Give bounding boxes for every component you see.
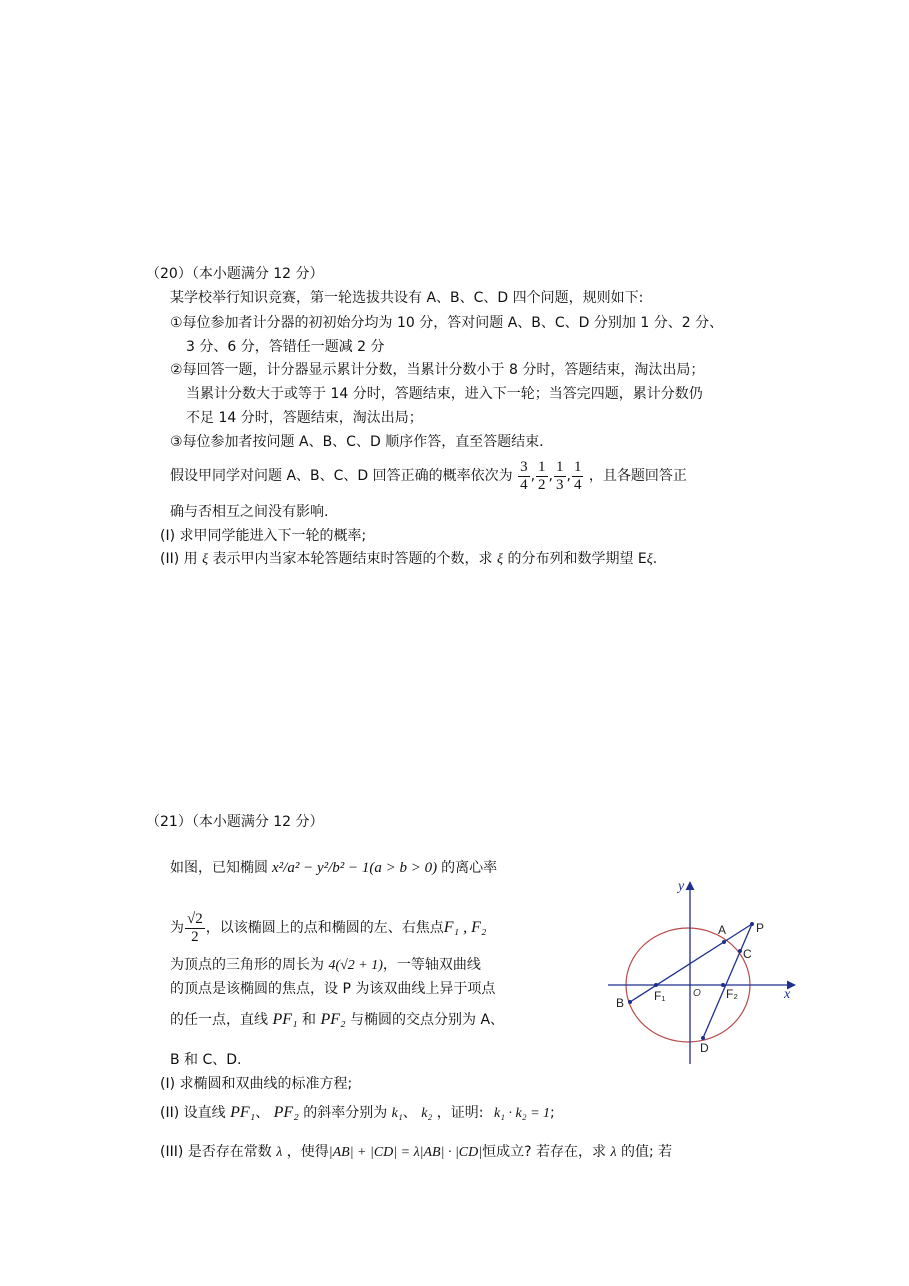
q20-rule2-cont1: 当累计分数大于或等于 14 分时，答题结束，进入下一轮；当答完四题，累计分数仍 (186, 386, 703, 402)
label-o: O (693, 988, 701, 999)
label-y: y (678, 879, 685, 894)
slope-product-equation: k₁ · k₂ = 1 (493, 1106, 551, 1121)
q21-intro: 如图，已知椭圆 x²/a² − y²/b² − 1(a > b > 0) 的离心率 (170, 860, 498, 876)
label-b: B (616, 996, 625, 1010)
point-f2 (721, 983, 725, 987)
q20-line1: 某学校举行知识竞赛，第一轮选拔共设有 A、B、C、D 四个问题，规则如下: (170, 290, 644, 306)
label-x: x (784, 987, 791, 1002)
point-a (722, 940, 726, 944)
q20-line9: 确与否相互之间没有影响. (170, 504, 329, 520)
q20-rule1-cont: 3 分、6 分，答错任一题减 2 分 (186, 339, 385, 355)
fraction-3-4: $\frac{3}{4}$ (520, 458, 528, 493)
q20-rule3: ③每位参加者按问题 A、B、C、D 顺序作答，直至答题结束. (170, 434, 544, 450)
label-d: D (700, 1041, 709, 1055)
point-d (701, 1036, 705, 1040)
q21-line6: B 和 C、D. (170, 1052, 242, 1068)
chord-equation: |AB| + |CD| = λ|AB| · |CD| (328, 1145, 483, 1160)
fraction-1-2: $\frac{1}{2}$ (538, 458, 546, 493)
fraction-1-4: $\frac{1}{4}$ (573, 458, 582, 493)
point-b (628, 1000, 632, 1004)
q21-line5: 的任一点，直线 PF₁ 和 PF₂ 与椭圆的交点分别为 A、 (170, 1011, 505, 1028)
ellipse-equation: x²/a² − y²/b² − 1(a > b > 0) (272, 860, 438, 876)
q20-rule2-cont2: 不足 14 分时，答题结束，淘汰出局； (186, 410, 423, 426)
q20-rule1: ①每位参加者计分器的初初始分均为 10 分，答对问题 A、B、C、D 分别加 1 分、2 分、 (170, 315, 724, 331)
q20-rule2: ②每回答一题，计分器显示累计分数，当累计分数小于 8 分时，答题结束，淘汰出局； (170, 362, 705, 378)
q21-perimeter-line: 为顶点的三角形的周长为 4(√2 + 1)，一等轴双曲线 (170, 957, 481, 973)
label-f2: F₂ (726, 987, 738, 1001)
q20-header: （20）（本小题满分 12 分） (146, 266, 324, 282)
q21-part2: (II) 设直线 PF₁、 PF₂ 的斜率分别为 k₁、 k₂ ，证明: k₁ · k₂ = 1; (160, 1104, 555, 1121)
point-c (738, 949, 742, 953)
perimeter-value: 4(√2 + 1) (328, 958, 383, 973)
q20-part1: (I) 求甲同学能进入下一轮的概率; (160, 528, 367, 544)
point-f1 (654, 983, 658, 987)
ellipse-hyperbola-figure (600, 872, 810, 1072)
q21-part3: (III) 是否存在常数 λ ，使得|AB| + |CD| = λ|AB| · |CD|恒成立? 若存在，求 λ 的值; 若 (160, 1144, 673, 1160)
foci-label: F₁ , F₂ (443, 919, 487, 936)
fraction-sqrt2-2: $\frac{√2}{2}$ (187, 910, 203, 945)
q20-probability-line: 假设甲同学对问题 A、B、C、D 回答正确的概率依次为 $\frac{3}{4}$ , $\frac{1}{2}$ , $\frac{1}{3}$ , $\frac{1}{4}$ ，且各题回答正 (170, 458, 687, 493)
xi-symbol: ξ (202, 552, 209, 567)
q21-ecc-line: 为 $\frac{√2}{2}$ ，以该椭圆上的点和椭圆的左、右焦点F₁ , F₂ (170, 910, 487, 945)
q21-line4: 的顶点是该椭圆的焦点，设 P 为该双曲线上异于项点 (170, 981, 496, 997)
point-p (750, 922, 754, 926)
q20-prob-text-post: ，且各题回答正 (588, 468, 687, 484)
fraction-1-3: $\frac{1}{3}$ (556, 458, 564, 493)
q20-prob-text: 假设甲同学对问题 A、B、C、D 回答正确的概率依次为 (170, 468, 513, 484)
label-c: C (743, 947, 752, 961)
q20-part2: (II) 用 ξ 表示甲内当家本轮答题结束时答题的个数，求 ξ 的分布列和数学期望 Eξ. (160, 551, 658, 567)
label-f1: F₁ (654, 989, 666, 1003)
q21-part1: (I) 求椭圆和双曲线的标准方程; (160, 1076, 353, 1092)
q21-header: （21）（本小题满分 12 分） (146, 814, 324, 830)
label-a: A (718, 923, 727, 937)
label-p: P (756, 921, 765, 935)
